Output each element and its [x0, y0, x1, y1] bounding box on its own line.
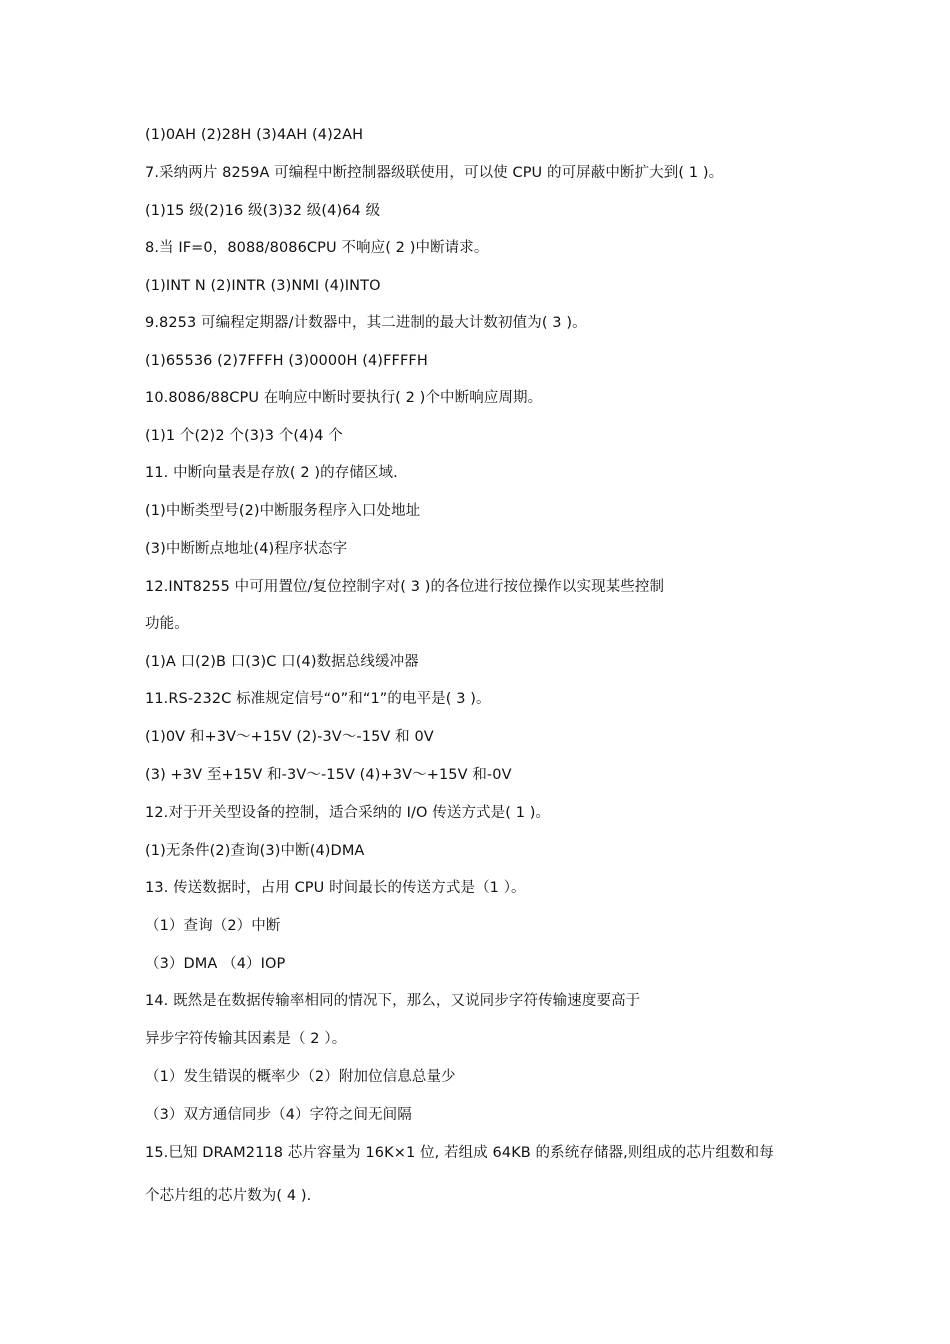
options-14b: （3）双方通信同步（4）字符之间无间隔	[145, 1107, 412, 1123]
options-rs232b: (3) +3V 至+15V 和-3V～-15V (4)+3V～+15V 和-0V	[145, 767, 512, 783]
question-15: 15.巳知 DRAM2118 芯片容量为 16K×1 位, 若组成 64KB 的系统存储器,则组成的芯片组数和每	[145, 1145, 774, 1161]
text-line: (1)0AH (2)28H (3)4AH (4)2AH	[145, 127, 364, 143]
options-8: (1)INT N (2)INTR (3)NMI (4)INTO	[145, 278, 381, 294]
question-15-cont: 个芯片组的芯片数为( 4 ).	[145, 1188, 312, 1204]
options-11a: (1)中断类型号(2)中断服务程序入口处地址	[145, 503, 421, 519]
options-13a: （1）查询（2）中断	[145, 918, 281, 934]
question-10: 10.8086/88CPU 在响应中断时要执行( 2 )个中断响应周期。	[145, 390, 543, 406]
options-11b: (3)中断断点地址(4)程序状态字	[145, 541, 348, 557]
options-7: (1)15 级(2)16 级(3)32 级(4)64 级	[145, 203, 381, 219]
question-12-io: 12.对于开关型设备的控制，适合采纳的 I/O 传送方式是( 1 )。	[145, 805, 551, 821]
options-13b: （3）DMA （4）IOP	[145, 956, 286, 972]
options-rs232a: (1)0V 和+3V～+15V (2)-3V～-15V 和 0V	[145, 729, 434, 745]
question-12: 12.INT8255 中可用置位/复位控制字对( 3 )的各位进行按位操作以实现某些控制	[145, 579, 665, 595]
options-12: (1)A 口(2)B 口(3)C 口(4)数据总线缓冲器	[145, 654, 419, 670]
question-14-cont: 异步字符传输其因素是（ 2 ）。	[145, 1031, 347, 1047]
options-12-io: (1)无条件(2)查询(3)中断(4)DMA	[145, 843, 365, 859]
options-9: (1)65536 (2)7FFFH (3)0000H (4)FFFFH	[145, 353, 428, 369]
question-11: 11. 中断向量表是存放( 2 )的存储区域.	[145, 465, 398, 481]
question-9: 9.8253 可编程定期器/计数器中，其二进制的最大计数初值为( 3 )。	[145, 315, 587, 331]
question-13: 13. 传送数据时，占用 CPU 时间最长的传送方式是（1 ）。	[145, 880, 526, 896]
options-10: (1)1 个(2)2 个(3)3 个(4)4 个	[145, 428, 343, 444]
question-7: 7.采纳两片 8259A 可编程中断控制器级联使用，可以使 CPU 的可屏蔽中断扩大到( 1 )。	[145, 165, 724, 181]
question-12-cont: 功能。	[145, 616, 189, 632]
question-8: 8.当 IF=0，8088/8086CPU 不响应( 2 )中断请求。	[145, 240, 489, 256]
question-14: 14. 既然是在数据传输率相同的情况下，那么，又说同步字符传输速度要高于	[145, 993, 641, 1009]
question-11-rs232: 11.RS-232C 标准规定信号“0”和“1”的电平是( 3 )。	[145, 691, 491, 707]
options-14a: （1）发生错误的概率少（2）附加位信息总量少	[145, 1069, 456, 1085]
